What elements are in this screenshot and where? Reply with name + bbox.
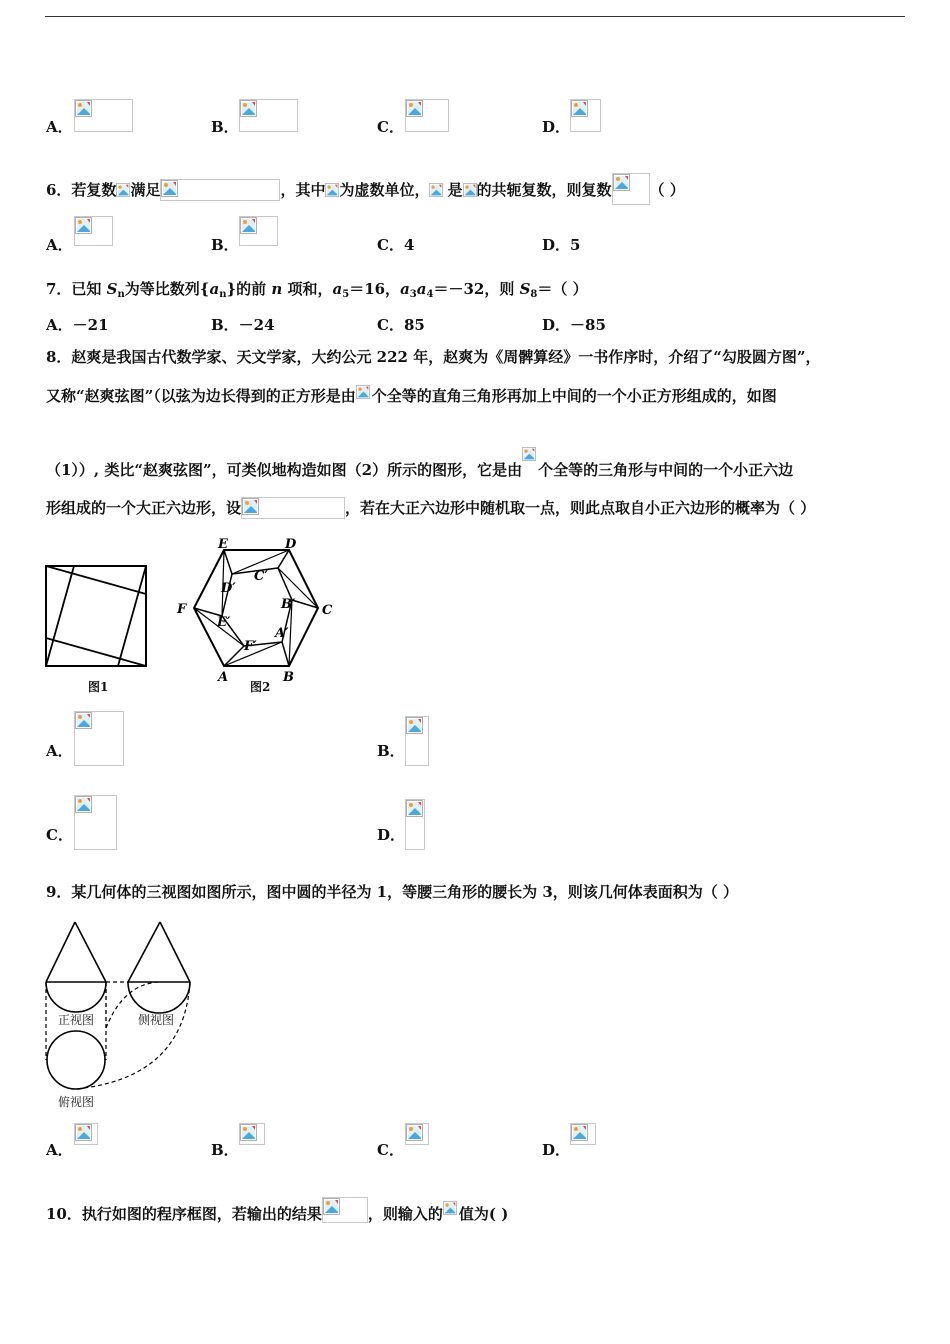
broken-image-icon bbox=[75, 217, 92, 234]
q6-option-b-image bbox=[239, 216, 278, 246]
vertex-a-prime-label: A′ bbox=[275, 626, 289, 641]
formula-image bbox=[160, 179, 280, 201]
q7-text: 7．已知 bbox=[46, 280, 107, 298]
broken-image-icon bbox=[443, 1201, 457, 1215]
q7-text: ＝16， bbox=[349, 280, 401, 298]
q6-text: 满足 bbox=[130, 181, 161, 199]
formula-image bbox=[356, 385, 372, 405]
q8-line-1: 8．赵爽是我国古代数学家、天文学家，大约公元 222 年，赵爽为《周髀算经》一书作序时，介绍了“勾股圆方图”， bbox=[46, 348, 821, 366]
broken-image-icon bbox=[429, 183, 443, 197]
broken-image-icon bbox=[571, 1124, 588, 1141]
formula-image bbox=[612, 173, 650, 205]
broken-image-icon bbox=[240, 1124, 257, 1141]
q8-option-d[interactable]: D． bbox=[377, 826, 406, 844]
q5-option-b[interactable] bbox=[211, 116, 239, 137]
broken-image-icon bbox=[406, 1124, 423, 1141]
math-var: a bbox=[416, 280, 427, 298]
top-view-label: 俯视图 bbox=[58, 1095, 95, 1109]
header-rule bbox=[45, 16, 905, 17]
broken-image-icon bbox=[75, 100, 92, 117]
option-label: C． bbox=[377, 118, 404, 136]
math-var: n bbox=[271, 280, 283, 298]
hexagon-figure bbox=[172, 536, 342, 686]
q5-option-a-image bbox=[74, 99, 133, 132]
q8-option-b-image bbox=[405, 716, 429, 766]
vertex-a-label: A bbox=[218, 670, 229, 685]
broken-image-icon bbox=[325, 183, 339, 197]
q9-option-d[interactable]: D． bbox=[542, 1141, 571, 1159]
q6-option-c[interactable]: C．4 bbox=[377, 236, 415, 254]
vertex-c-label: C bbox=[322, 603, 333, 618]
math-var: a bbox=[400, 280, 410, 298]
q9-option-c-image bbox=[405, 1123, 429, 1145]
formula-image bbox=[116, 183, 130, 197]
q9-option-a-image bbox=[74, 1123, 98, 1145]
broken-image-icon bbox=[356, 385, 370, 399]
figure-2-caption: 图2 bbox=[250, 680, 271, 694]
vertex-c-prime-label: C′ bbox=[254, 569, 268, 584]
q6-option-a[interactable] bbox=[46, 234, 73, 255]
q6-option-b[interactable] bbox=[211, 234, 239, 255]
formula-image bbox=[322, 1197, 368, 1223]
q7-text: ＝－32，则 bbox=[433, 280, 520, 298]
broken-image-icon bbox=[75, 712, 92, 729]
broken-image-icon bbox=[406, 717, 423, 734]
q6-option-d[interactable]: D．5 bbox=[542, 236, 581, 254]
front-view-label: 正视图 bbox=[58, 1013, 95, 1027]
q5-option-a[interactable] bbox=[46, 116, 73, 137]
vertex-e-prime-label: E′ bbox=[217, 615, 231, 630]
q7-text: ＝（ ） bbox=[537, 280, 588, 298]
q8-option-c[interactable]: C． bbox=[46, 826, 73, 844]
q7-option-b[interactable]: B．－24 bbox=[211, 316, 275, 334]
math-var: a bbox=[209, 280, 220, 298]
math-var: a bbox=[332, 280, 343, 298]
q9-option-b[interactable]: B． bbox=[211, 1141, 239, 1159]
broken-image-icon bbox=[522, 447, 536, 461]
q8-option-b[interactable]: B． bbox=[377, 742, 405, 760]
q7-text: }的前 bbox=[226, 280, 272, 298]
q8-option-c-image bbox=[74, 795, 117, 850]
vertex-d-label: D bbox=[285, 537, 297, 552]
broken-image-icon bbox=[240, 100, 257, 117]
broken-image-icon bbox=[75, 1124, 92, 1141]
math-sub: 4 bbox=[426, 289, 434, 300]
formula-image bbox=[443, 1201, 459, 1221]
vertex-f-prime-label: F′ bbox=[244, 639, 257, 654]
q5-option-c[interactable] bbox=[377, 116, 404, 137]
broken-image-icon bbox=[240, 217, 257, 234]
q6-text: 6．若复数 bbox=[46, 181, 117, 199]
option-label: B． bbox=[211, 236, 239, 254]
q7-option-d[interactable]: D．－85 bbox=[542, 316, 606, 334]
q5-option-b-image bbox=[239, 99, 298, 132]
q9-option-b-image bbox=[239, 1123, 265, 1145]
formula-image bbox=[429, 183, 447, 197]
math-sub: 5 bbox=[342, 289, 350, 300]
q6-stem bbox=[46, 173, 685, 205]
math-sub: n bbox=[219, 289, 227, 300]
vertex-e-label: E bbox=[218, 537, 228, 552]
broken-image-icon bbox=[406, 800, 423, 817]
option-label: D． bbox=[542, 118, 571, 136]
vertex-f-label: F bbox=[177, 602, 187, 617]
broken-image-icon bbox=[571, 100, 588, 117]
formula-image bbox=[522, 447, 538, 469]
q8-line-2 bbox=[46, 385, 777, 406]
zhao-shuang-square-figure bbox=[44, 564, 148, 668]
q5-option-d[interactable] bbox=[542, 116, 570, 137]
q8-text: 又称“赵爽弦图”（以弦为边长得到的正方形是由 bbox=[46, 387, 356, 405]
broken-image-icon bbox=[323, 1198, 340, 1215]
q10-text: 值为( ) bbox=[458, 1205, 509, 1223]
q5-option-c-image bbox=[405, 99, 449, 132]
q8-line-3 bbox=[46, 447, 793, 480]
q6-text: ，其中 bbox=[280, 181, 326, 199]
broken-image-icon bbox=[116, 183, 130, 197]
q9-stem: 9．某几何体的三视图如图所示，图中圆的半径为 1，等腰三角形的腰长为 3，则该几何体表面积为（ ） bbox=[46, 883, 738, 901]
q6-option-a-image bbox=[74, 216, 113, 246]
math-var: S bbox=[106, 280, 118, 298]
math-sub: 8 bbox=[530, 289, 538, 300]
q9-option-a[interactable]: A． bbox=[46, 1141, 73, 1159]
q7-text: 为等比数列{ bbox=[124, 280, 210, 298]
formula-image bbox=[241, 497, 345, 519]
q7-option-c[interactable]: C．85 bbox=[377, 316, 425, 334]
side-view-label: 侧视图 bbox=[138, 1013, 175, 1027]
broken-image-icon bbox=[242, 498, 259, 515]
q9-option-c[interactable]: C． bbox=[377, 1141, 404, 1159]
q7-stem bbox=[46, 279, 588, 305]
vertex-b-prime-label: B′ bbox=[281, 597, 296, 612]
vertex-d-prime-label: D′ bbox=[221, 581, 236, 596]
option-label: A． bbox=[46, 236, 73, 254]
math-sub: 3 bbox=[409, 289, 417, 300]
q8-option-a[interactable]: A． bbox=[46, 742, 73, 760]
q8-option-a-image bbox=[74, 711, 124, 766]
vertex-b-label: B bbox=[283, 670, 294, 685]
broken-image-icon bbox=[613, 174, 630, 191]
q6-text: （ ） bbox=[649, 181, 685, 199]
math-var: S bbox=[519, 280, 531, 298]
q8-line-4 bbox=[46, 497, 815, 519]
q7-option-a[interactable]: A．－21 bbox=[46, 316, 109, 334]
option-label: B． bbox=[211, 118, 239, 136]
q8-option-d-image bbox=[405, 799, 425, 850]
q8-text: ，若在大正六边形中随机取一点，则此点取自小正六边形的概率为（ ） bbox=[345, 499, 816, 517]
q10-text: 10．执行如图的程序框图，若输出的结果 bbox=[46, 1205, 322, 1223]
broken-image-icon bbox=[406, 100, 423, 117]
q10-stem bbox=[46, 1197, 508, 1224]
broken-image-icon bbox=[161, 180, 178, 197]
q8-text: 个全等的三角形与中间的一个小正六边 bbox=[538, 461, 794, 479]
q8-text: （1））, 类比“赵爽弦图”，可类似地构造如图（2）所示的图形，它是由 bbox=[46, 461, 523, 479]
three-view-figure bbox=[44, 918, 196, 1110]
figure-1-caption: 图1 bbox=[88, 680, 109, 694]
formula-image bbox=[463, 183, 477, 197]
option-label: A． bbox=[46, 118, 73, 136]
formula-image bbox=[325, 183, 339, 197]
q6-text: 是 bbox=[447, 181, 463, 199]
math-sub: n bbox=[117, 289, 125, 300]
q6-text: 为虚数单位， bbox=[339, 181, 430, 199]
q9-option-d-image bbox=[570, 1123, 596, 1145]
q6-text: 的共轭复数，则复数 bbox=[476, 181, 612, 199]
q7-text: 项和， bbox=[282, 280, 333, 298]
q5-option-d-image bbox=[570, 99, 601, 132]
q10-text: ，则输入的 bbox=[367, 1205, 443, 1223]
broken-image-icon bbox=[75, 796, 92, 813]
q8-text: 个全等的直角三角形再加上中间的一个小正方形组成的，如图 bbox=[371, 387, 777, 405]
q8-text: 形组成的一个大正六边形，设 bbox=[46, 499, 242, 517]
broken-image-icon bbox=[463, 183, 477, 197]
